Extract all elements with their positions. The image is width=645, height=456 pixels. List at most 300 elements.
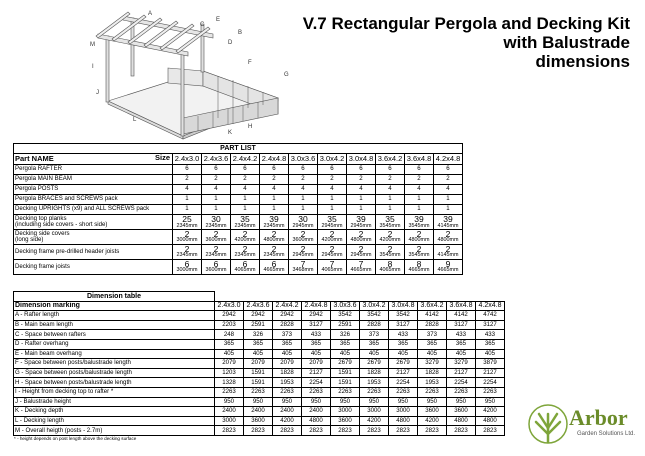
logo-name: Arbor	[569, 405, 628, 430]
title-line-1: V.7 Rectangular Pergola and Decking Kit	[302, 14, 630, 33]
part-qty: 1	[231, 195, 260, 205]
part-qty: 4	[231, 185, 260, 195]
dimension-value: 4800	[302, 416, 331, 426]
part-qty: 4	[405, 185, 434, 195]
dimension-value: 1328	[215, 378, 244, 388]
dimension-row	[14, 311, 505, 321]
dimension-value: 2079	[302, 359, 331, 369]
dimension-value: 326	[244, 330, 273, 340]
dimension-name: M - Overall heigth (posts - 2.7m)	[14, 426, 215, 436]
dimension-value: 2823	[418, 426, 447, 436]
part-name: Decking frame pre-drilled header joists	[14, 244, 173, 259]
part-qty: 2	[347, 175, 376, 185]
dimension-value: 405	[273, 349, 302, 359]
part-qty: 4	[434, 185, 463, 195]
part-qty: 2 4200mm	[376, 229, 405, 244]
dimension-value: 2823	[302, 426, 331, 436]
dimension-value: 950	[389, 397, 418, 407]
dimension-value: 405	[418, 349, 447, 359]
dimension-rows	[14, 311, 505, 436]
part-name: Pergola MAIN BEAM	[14, 175, 173, 185]
part-qty: 2 2345mm	[173, 244, 202, 259]
size-header: 3.6x4.2	[418, 301, 447, 311]
dimension-value: 1591	[331, 368, 360, 378]
size-header: 3.0x4.8	[389, 301, 418, 311]
dimension-value: 1203	[215, 368, 244, 378]
dimension-value: 2263	[360, 387, 389, 397]
dimension-value: 2400	[273, 407, 302, 417]
dimension-value: 433	[389, 330, 418, 340]
label-h: H	[248, 124, 253, 130]
part-qty: 25 2345mm	[173, 215, 202, 230]
dimension-row	[14, 387, 505, 397]
dimension-value: 950	[244, 397, 273, 407]
dimension-value: 3000	[215, 416, 244, 426]
dimension-value: 365	[360, 339, 389, 349]
dimension-value: 1828	[360, 368, 389, 378]
part-list-table	[13, 143, 463, 275]
part-qty: 39 3545mm	[405, 215, 434, 230]
dimension-value: 1591	[331, 378, 360, 388]
dimension-value: 365	[447, 339, 476, 349]
part-qty: 2	[231, 175, 260, 185]
dimension-value: 2254	[476, 378, 505, 388]
dimension-value: 326	[331, 330, 360, 340]
title-line-2: with Balustrade	[503, 33, 630, 52]
dimension-value: 1828	[273, 368, 302, 378]
dimension-value: 405	[476, 349, 505, 359]
dimension-value: 3000	[360, 407, 389, 417]
part-name: Pergola RAFTER	[14, 165, 173, 175]
dimension-value: 2942	[215, 311, 244, 321]
dimension-value: 2591	[244, 320, 273, 330]
dimension-value: 2400	[215, 407, 244, 417]
part-qty: 6	[289, 165, 318, 175]
dimension-value: 950	[476, 397, 505, 407]
dimension-value: 2254	[302, 378, 331, 388]
size-header: 4.2x4.8	[476, 301, 505, 311]
dimension-value: 2263	[447, 387, 476, 397]
dimension-value: 2679	[331, 359, 360, 369]
dimension-value: 950	[302, 397, 331, 407]
part-qty: 1	[202, 205, 231, 215]
dimension-value: 248	[215, 330, 244, 340]
label-b: B	[238, 30, 243, 36]
dimension-value: 2263	[389, 387, 418, 397]
size-header: 3.0x4.2	[360, 301, 389, 311]
part-qty: 4	[289, 185, 318, 195]
part-qty: 2 3545mm	[376, 244, 405, 259]
part-qty: 6	[318, 165, 347, 175]
part-qty: 2	[260, 175, 289, 185]
dimension-value: 365	[331, 339, 360, 349]
dimension-value: 2254	[447, 378, 476, 388]
dimension-value: 2127	[389, 368, 418, 378]
dimension-value: 3600	[447, 407, 476, 417]
part-qty: 6 3600mm	[202, 259, 231, 274]
dimension-value: 2823	[476, 426, 505, 436]
part-qty: 6	[260, 165, 289, 175]
dimension-value: 2823	[331, 426, 360, 436]
dimension-value: 2400	[302, 407, 331, 417]
dimension-value: 4142	[447, 311, 476, 321]
part-name: Pergola POSTS	[14, 185, 173, 195]
dimension-value: 2823	[215, 426, 244, 436]
dimension-value: 2400	[244, 407, 273, 417]
part-qty: 4	[376, 185, 405, 195]
dimension-value: 405	[302, 349, 331, 359]
part-qty: 1	[260, 205, 289, 215]
size-header: 3.6x4.8	[405, 154, 434, 165]
label-m: M	[90, 42, 95, 48]
dimension-value: 2263	[215, 387, 244, 397]
dimension-value: 433	[476, 330, 505, 340]
size-header: 2.4x3.6	[244, 301, 273, 311]
dimension-name: H - Space between posts/balustrade length	[14, 378, 215, 388]
dimension-value: 3000	[331, 407, 360, 417]
dimension-row	[14, 368, 505, 378]
size-header: 3.0x3.6	[331, 301, 360, 311]
dimension-value: 950	[273, 397, 302, 407]
dimension-value: 1953	[273, 378, 302, 388]
part-qty: 2 4200mm	[231, 229, 260, 244]
part-qty: 6	[202, 165, 231, 175]
part-qty: 2 4800mm	[347, 229, 376, 244]
dimension-value: 2127	[476, 368, 505, 378]
dimension-value: 1953	[360, 378, 389, 388]
part-qty: 7 3468mm	[289, 259, 318, 274]
dimension-value: 405	[447, 349, 476, 359]
dimension-value: 2079	[273, 359, 302, 369]
title-line-3: dimensions	[535, 52, 630, 71]
part-qty: 2 4800mm	[260, 229, 289, 244]
part-qty: 4	[202, 185, 231, 195]
label-c: C	[200, 22, 205, 28]
part-qty: 2	[376, 175, 405, 185]
dimension-value: 373	[273, 330, 302, 340]
part-qty: 1	[434, 205, 463, 215]
part-qty: 30 2945mm	[289, 215, 318, 230]
dimension-value: 3127	[447, 320, 476, 330]
dimension-value: 3279	[418, 359, 447, 369]
part-qty: 4	[173, 185, 202, 195]
dimension-value: 4200	[476, 407, 505, 417]
label-j: J	[96, 90, 99, 96]
dimension-value: 1953	[418, 378, 447, 388]
label-f: F	[248, 60, 252, 66]
dimension-row	[14, 407, 505, 417]
size-header: 3.6x4.8	[447, 301, 476, 311]
part-qty: 35 2945mm	[318, 215, 347, 230]
part-qty: 6 4665mm	[260, 259, 289, 274]
label-l: L	[133, 117, 137, 123]
part-qty: 1	[260, 195, 289, 205]
size-header: 3.0x3.6	[289, 154, 318, 165]
label-a: A	[148, 11, 153, 17]
dimension-value: 3542	[331, 311, 360, 321]
dimension-row	[14, 330, 505, 340]
dimension-value: 2823	[244, 426, 273, 436]
part-qty: 4	[260, 185, 289, 195]
leaf-logo-icon	[527, 400, 569, 446]
dimension-row	[14, 416, 505, 426]
dimension-value: 433	[302, 330, 331, 340]
dimension-value: 4200	[273, 416, 302, 426]
part-qty: 2 3600mm	[289, 229, 318, 244]
part-qty: 8 4065mm	[376, 259, 405, 274]
dimension-value: 2591	[331, 320, 360, 330]
dimension-value: 2263	[302, 387, 331, 397]
part-qty: 2 2945mm	[318, 244, 347, 259]
dimension-value: 2823	[360, 426, 389, 436]
part-qty: 1	[347, 195, 376, 205]
part-qty: 35 3545mm	[376, 215, 405, 230]
size-header: 4.2x4.8	[434, 154, 463, 165]
dimension-value: 2127	[302, 368, 331, 378]
part-qty: 1	[202, 195, 231, 205]
size-header: 2.4x3.6	[202, 154, 231, 165]
part-qty: 7 4065mm	[318, 259, 347, 274]
dimension-value: 373	[360, 330, 389, 340]
part-qty: 1	[434, 195, 463, 205]
dimension-value: 2679	[389, 359, 418, 369]
dimension-value: 3127	[476, 320, 505, 330]
part-qty: 1	[173, 205, 202, 215]
part-name: Decking UPRIGHTS (x9) and ALL SCREWS pack	[14, 205, 173, 215]
dimension-row	[14, 378, 505, 388]
dimension-value: 3127	[389, 320, 418, 330]
dimension-value: 950	[215, 397, 244, 407]
part-qty: 30 2345mm	[202, 215, 231, 230]
dimension-value: 2079	[215, 359, 244, 369]
part-qty: 2 4800mm	[405, 229, 434, 244]
part-qty: 6	[231, 165, 260, 175]
dimension-row	[14, 339, 505, 349]
dimension-name: L - Decking length	[14, 416, 215, 426]
dimension-value: 3542	[360, 311, 389, 321]
page-title	[300, 14, 630, 71]
part-qty: 35 2345mm	[231, 215, 260, 230]
dimension-value: 365	[244, 339, 273, 349]
dimension-value: 2079	[244, 359, 273, 369]
dimension-value: 950	[331, 397, 360, 407]
dimension-value: 405	[360, 349, 389, 359]
dimension-name: D - Rafter overhang	[14, 339, 215, 349]
dimension-table-title: Dimension table	[14, 292, 215, 302]
logo-tagline: Garden Solutions Ltd.	[577, 431, 636, 437]
part-name: Pergola BRACES and SCREWS pack	[14, 195, 173, 205]
dimension-name: G - Space between posts/balustrade length	[14, 368, 215, 378]
pergola-decking-diagram	[88, 6, 293, 141]
part-qty: 2 4200mm	[318, 229, 347, 244]
footnote: * - height depends on post length above the decking surface	[14, 436, 137, 441]
dimension-value: 3600	[331, 416, 360, 426]
dimension-row	[14, 320, 505, 330]
size-label: Size	[154, 153, 170, 162]
dimension-value: 3879	[476, 359, 505, 369]
part-qty: 2 2345mm	[231, 244, 260, 259]
part-qty: 39 2945mm	[347, 215, 376, 230]
dimension-value: 950	[360, 397, 389, 407]
part-qty: 1	[231, 205, 260, 215]
dimension-value: 405	[331, 349, 360, 359]
dimension-value: 365	[476, 339, 505, 349]
part-qty: 4	[347, 185, 376, 195]
dimension-value: 4800	[389, 416, 418, 426]
dimension-value: 365	[389, 339, 418, 349]
part-qty: 1	[289, 195, 318, 205]
dimension-value: 2127	[447, 368, 476, 378]
dimension-value: 1828	[418, 368, 447, 378]
dimension-value: 2263	[331, 387, 360, 397]
part-qty: 39 2345mm	[260, 215, 289, 230]
dimension-value: 4800	[447, 416, 476, 426]
size-header: 2.4x4.8	[302, 301, 331, 311]
part-qty: 39 4145mm	[434, 215, 463, 230]
part-qty: 8 4665mm	[405, 259, 434, 274]
dimension-value: 2823	[273, 426, 302, 436]
dimension-value: 2263	[273, 387, 302, 397]
dimension-value: 4742	[476, 311, 505, 321]
dimension-value: 2942	[273, 311, 302, 321]
part-qty: 2 2345mm	[202, 244, 231, 259]
dimension-value: 2828	[360, 320, 389, 330]
part-list-title: PART LIST	[14, 144, 463, 154]
dimension-value: 3279	[447, 359, 476, 369]
size-header: 3.6x4.2	[376, 154, 405, 165]
dimension-value: 3542	[389, 311, 418, 321]
dimension-name: F - Space between posts/balustrade length	[14, 359, 215, 369]
dimension-value: 2263	[476, 387, 505, 397]
dimension-name: C - Space between rafters	[14, 330, 215, 340]
dimension-value: 405	[389, 349, 418, 359]
part-qty: 2 3600mm	[202, 229, 231, 244]
part-name: Decking frame joists	[14, 259, 173, 274]
dimension-value: 2679	[360, 359, 389, 369]
dimension-value: 2942	[244, 311, 273, 321]
part-qty: 1	[318, 195, 347, 205]
dimension-value: 2942	[302, 311, 331, 321]
part-qty: 1	[173, 195, 202, 205]
dimension-value: 365	[215, 339, 244, 349]
part-qty: 1	[376, 205, 405, 215]
part-qty: 2	[405, 175, 434, 185]
part-qty: 1	[405, 195, 434, 205]
part-qty: 1	[318, 205, 347, 215]
part-qty: 2	[434, 175, 463, 185]
dimension-table	[13, 291, 505, 436]
dimension-value: 4142	[418, 311, 447, 321]
dimension-marking-header: Dimension marking	[14, 301, 215, 311]
size-header: 2.4x4.8	[260, 154, 289, 165]
part-qty: 2 2345mm	[260, 244, 289, 259]
dimension-value: 2263	[244, 387, 273, 397]
dimension-name: J - Balustrade height	[14, 397, 215, 407]
part-qty: 1	[405, 205, 434, 215]
arbor-logo	[527, 400, 637, 450]
label-d: D	[228, 40, 233, 46]
dimension-row	[14, 426, 505, 436]
dimension-value: 3127	[302, 320, 331, 330]
part-qty: 6	[173, 165, 202, 175]
part-qty: 2 3545mm	[405, 244, 434, 259]
label-e: E	[216, 17, 221, 23]
part-qty: 6	[405, 165, 434, 175]
part-qty: 2 2945mm	[289, 244, 318, 259]
dimension-name: I - Height from decking top to rafter *	[14, 387, 215, 397]
dimension-name: A - Rafter length	[14, 311, 215, 321]
dimension-name: K - Decking depth	[14, 407, 215, 417]
part-qty: 2 4800mm	[434, 229, 463, 244]
size-header: 3.0x4.8	[347, 154, 376, 165]
dimension-value: 2263	[418, 387, 447, 397]
size-header: 2.4x3.0	[173, 154, 202, 165]
part-qty: 2 3000mm	[173, 229, 202, 244]
dimension-value: 2828	[418, 320, 447, 330]
dimension-row	[14, 397, 505, 407]
part-qty: 6 3000mm	[173, 259, 202, 274]
label-g: G	[284, 72, 289, 78]
part-qty: 6	[347, 165, 376, 175]
dimension-name: B - Main beam length	[14, 320, 215, 330]
size-header: 2.4x4.2	[231, 154, 260, 165]
part-qty: 2	[173, 175, 202, 185]
part-qty: 6	[376, 165, 405, 175]
dimension-value: 4200	[418, 416, 447, 426]
part-qty: 6 4065mm	[231, 259, 260, 274]
dimension-value: 4200	[360, 416, 389, 426]
dimension-value: 365	[302, 339, 331, 349]
dimension-value: 3600	[244, 416, 273, 426]
part-qty: 6	[434, 165, 463, 175]
part-qty: 2 2945mm	[347, 244, 376, 259]
dimension-value: 4800	[476, 416, 505, 426]
label-i: I	[92, 64, 94, 70]
part-name: Decking top planks (including side covers - short side)	[14, 215, 173, 230]
part-qty: 1	[289, 205, 318, 215]
dimension-row	[14, 359, 505, 369]
dimension-value: 2203	[215, 320, 244, 330]
part-name: Decking side covers (long side)	[14, 229, 173, 244]
part-qty: 1	[376, 195, 405, 205]
dimension-value: 2823	[447, 426, 476, 436]
dimension-row	[14, 349, 505, 359]
part-qty: 1	[347, 205, 376, 215]
part-qty: 2	[318, 175, 347, 185]
part-name-header: Part NAME Size	[14, 154, 173, 165]
dimension-value: 2823	[389, 426, 418, 436]
label-k: K	[228, 130, 233, 136]
size-header: 3.0x4.2	[318, 154, 347, 165]
dimension-value: 950	[418, 397, 447, 407]
dimension-value: 433	[447, 330, 476, 340]
part-qty: 2	[289, 175, 318, 185]
dimension-value: 3000	[389, 407, 418, 417]
part-qty: 4	[318, 185, 347, 195]
dimension-name: E - Main beam overhang	[14, 349, 215, 359]
size-header: 2.4x4.2	[273, 301, 302, 311]
part-qty: 2 4145mm	[434, 244, 463, 259]
size-header: 2.4x3.0	[215, 301, 244, 311]
dimension-value: 373	[418, 330, 447, 340]
dimension-value: 2828	[273, 320, 302, 330]
dimension-value: 1591	[244, 378, 273, 388]
part-qty: 7 4665mm	[347, 259, 376, 274]
dimension-value: 3600	[418, 407, 447, 417]
dimension-value: 405	[215, 349, 244, 359]
dimension-value: 950	[447, 397, 476, 407]
dimension-value: 1591	[244, 368, 273, 378]
